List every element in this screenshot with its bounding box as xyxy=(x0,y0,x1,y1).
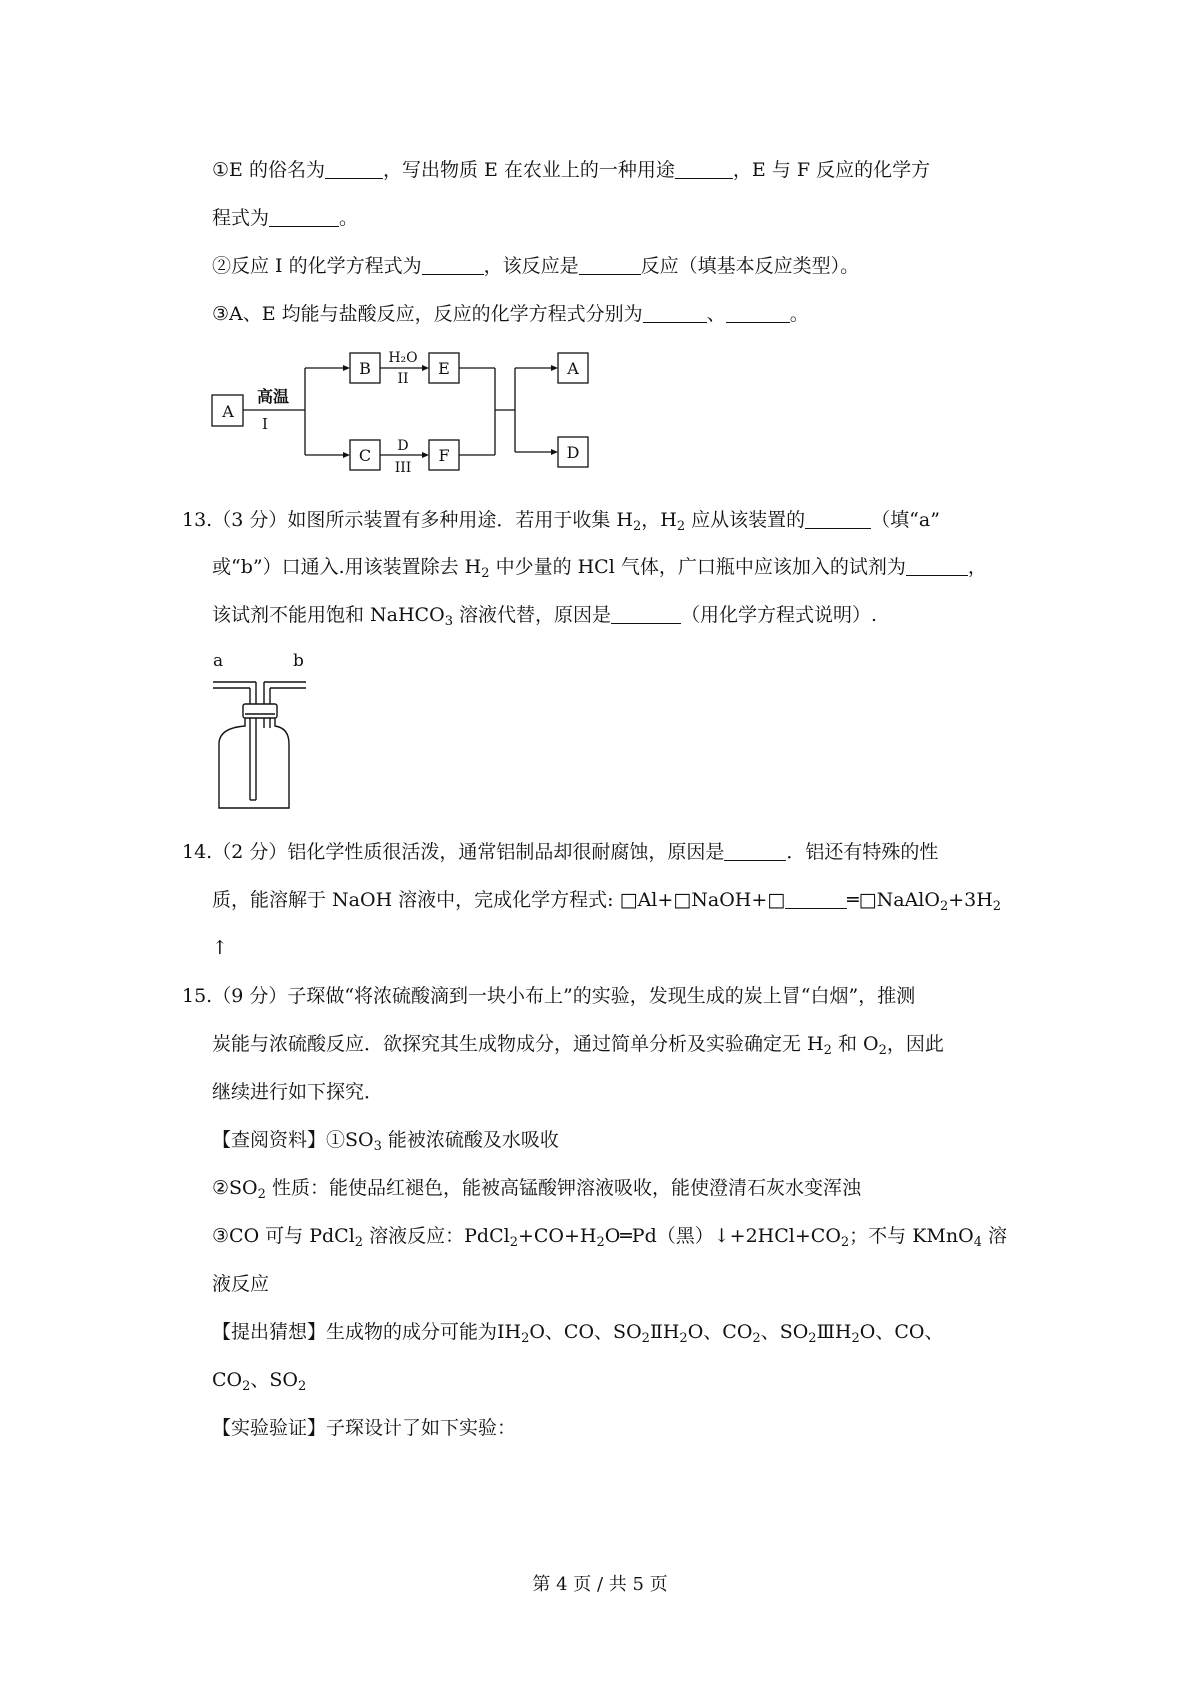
text: （填“a” xyxy=(871,509,940,531)
text: O═Pd（黑）↓+2HCl+CO xyxy=(604,1225,841,1247)
text: 【实验验证】子琛设计了如下实验： xyxy=(212,1417,517,1439)
subscript: 3 xyxy=(373,1139,382,1154)
reaction-flow-diagram xyxy=(205,350,595,475)
text: 质，能溶解于 NaOH 溶液中，完成化学方程式: □Al+□NaOH+□ xyxy=(212,889,786,911)
text: 、SO xyxy=(760,1321,809,1343)
text: ③CO 可与 PdCl xyxy=(212,1225,355,1247)
text: 、 xyxy=(706,303,726,325)
q15-line-10 xyxy=(212,1414,516,1442)
q15-line-8 xyxy=(212,1318,943,1346)
text: CO xyxy=(212,1369,243,1391)
text: 应从该装置的 xyxy=(685,509,806,531)
text: 和 O xyxy=(831,1033,879,1055)
text: 继续进行如下探究． xyxy=(212,1081,384,1103)
text: 能被浓硫酸及水吸收 xyxy=(381,1129,559,1151)
q14-line-1 xyxy=(182,838,938,866)
text: 炭能与浓硫酸反应．欲探究其生成物成分，通过简单分析及实验确定无 H xyxy=(212,1033,824,1055)
text: 中少量的 HCl 气体，广口瓶中应该加入的试剂为 xyxy=(489,556,906,578)
q15-line-4 xyxy=(212,1126,559,1154)
text: （用化学方程式说明）. xyxy=(681,604,878,626)
subscript: 2 xyxy=(509,1235,518,1250)
text: 反应（填基本反应类型）。 xyxy=(640,255,860,277)
q15-line-9 xyxy=(212,1366,306,1394)
subscript: 2 xyxy=(878,1043,887,1058)
answer-blank[interactable] xyxy=(422,254,484,275)
text: O、CO xyxy=(687,1321,753,1343)
subscript: 2 xyxy=(257,1187,266,1202)
text: ，因此 xyxy=(886,1033,944,1055)
gas-arrow: ↑ xyxy=(212,937,228,959)
q15-line-7 xyxy=(212,1270,269,1298)
reagent-label: H₂O xyxy=(388,350,418,366)
text: 溶液反应：PdCl xyxy=(363,1225,510,1247)
text: O、CO、SO xyxy=(529,1321,642,1343)
subscript: 2 xyxy=(298,1379,307,1394)
text: ⅡH xyxy=(649,1321,680,1343)
subscript: 4 xyxy=(973,1235,982,1250)
answer-blank[interactable] xyxy=(724,840,786,861)
subscript: 2 xyxy=(354,1235,364,1250)
q15-line-3 xyxy=(212,1078,383,1106)
q15-line-2 xyxy=(212,1030,944,1058)
node-label: F xyxy=(438,446,450,465)
text: 【查阅资料】①SO xyxy=(212,1129,374,1151)
condition-label: 高温 xyxy=(256,387,290,406)
subscript: 2 xyxy=(521,1331,530,1346)
text: ．铝还有特殊的性 xyxy=(786,841,939,863)
text: 性质：能使品红褪色，能被高锰酸钾溶液吸收，能使澄清石灰水变浑浊 xyxy=(265,1177,861,1199)
text: +CO+H xyxy=(517,1225,597,1247)
gas-bottle-diagram xyxy=(205,648,315,813)
text: 、SO xyxy=(250,1369,298,1391)
q14-line-2 xyxy=(212,886,1001,914)
node-label: A xyxy=(567,359,579,378)
subscript: 2 xyxy=(752,1331,761,1346)
q12-line-2 xyxy=(212,204,358,232)
reaction-number: III xyxy=(394,460,412,475)
text: ；不与 KMnO xyxy=(849,1225,974,1247)
answer-blank[interactable] xyxy=(805,508,871,529)
q15-line-6 xyxy=(212,1222,1007,1250)
text: 或“b”）口通入.用该装置除去 H xyxy=(212,556,482,578)
answer-blank[interactable] xyxy=(579,254,641,275)
text: 程式为 xyxy=(212,207,270,229)
inlet-a-label: a xyxy=(213,651,224,671)
text: 。 xyxy=(789,303,809,325)
subscript: 2 xyxy=(939,899,949,914)
page-number: 第 4 页 / 共 5 页 xyxy=(532,1574,668,1595)
node-label: A xyxy=(222,402,234,421)
reaction-number: I xyxy=(262,415,268,433)
answer-blank[interactable] xyxy=(325,158,383,179)
text: ②反应 I 的化学方程式为 xyxy=(212,255,422,277)
node-label: E xyxy=(438,359,450,378)
answer-blank[interactable] xyxy=(675,158,733,179)
text: 14.（2 分）铝化学性质很活泼，通常铝制品却很耐腐蚀，原因是 xyxy=(182,841,725,863)
text: ，该反应是 xyxy=(483,255,579,277)
node-label: B xyxy=(359,359,371,378)
text: ，写出物质 E 在农业上的一种用途 xyxy=(382,159,675,181)
text: 【提出猜想】生成物的成分可能为ⅠH xyxy=(212,1321,522,1343)
text: ，H xyxy=(641,509,677,531)
subscript: 2 xyxy=(641,1331,650,1346)
q12-line-4 xyxy=(212,300,809,328)
subscript: 2 xyxy=(481,566,490,581)
reagent-label: D xyxy=(397,438,409,454)
subscript: 2 xyxy=(823,1043,832,1058)
answer-blank[interactable] xyxy=(611,603,681,624)
subscript: 2 xyxy=(851,1331,860,1346)
text: 。 xyxy=(339,207,359,229)
text: ③A、E 均能与盐酸反应，反应的化学方程式分别为 xyxy=(212,303,643,325)
text: ，E 与 F 反应的化学方 xyxy=(732,159,931,181)
text: ①E 的俗名为 xyxy=(212,159,325,181)
text: 液反应 xyxy=(212,1273,270,1295)
text: ②SO xyxy=(212,1177,258,1199)
q14-line-3 xyxy=(212,934,228,962)
reaction-number: II xyxy=(397,371,409,387)
answer-blank[interactable] xyxy=(906,555,968,576)
answer-blank[interactable] xyxy=(785,888,847,909)
node-label: D xyxy=(566,443,580,462)
text: 13.（3 分）如图所示装置有多种用途．若用于收集 H xyxy=(182,509,633,531)
text: ⅢH xyxy=(816,1321,852,1343)
answer-blank[interactable] xyxy=(726,302,790,323)
q15-line-5 xyxy=(212,1174,861,1202)
text: O、CO、 xyxy=(859,1321,944,1343)
subscript: 2 xyxy=(679,1331,688,1346)
subscript: 3 xyxy=(444,614,453,629)
q12-line-1 xyxy=(212,156,930,184)
inlet-b-label: b xyxy=(293,651,304,671)
subscript: 2 xyxy=(596,1235,605,1250)
q12-line-3 xyxy=(212,252,859,280)
answer-blank[interactable] xyxy=(269,206,339,227)
q15-line-1 xyxy=(182,982,915,1010)
subscript: 2 xyxy=(808,1331,817,1346)
text: ═□NaAlO xyxy=(847,889,940,911)
q13-line-1 xyxy=(182,506,940,534)
subscript: 2 xyxy=(840,1235,850,1250)
subscript: 2 xyxy=(632,519,642,534)
subscript: 2 xyxy=(242,1379,251,1394)
q13-line-3 xyxy=(212,601,877,629)
text: 15.（9 分）子琛做“将浓硫酸滴到一块小布上”的实验，发现生成的炭上冒“白烟”，推测 xyxy=(182,985,916,1007)
subscript: 2 xyxy=(676,519,686,534)
text: 溶 xyxy=(981,1225,1008,1247)
text: +3H xyxy=(948,889,993,911)
text: 溶液代替，原因是 xyxy=(452,604,612,626)
text: 该试剂不能用饱和 NaHCO xyxy=(212,604,445,626)
node-label: C xyxy=(358,446,372,465)
subscript: 2 xyxy=(992,899,1002,914)
q13-line-2 xyxy=(212,553,987,581)
answer-blank[interactable] xyxy=(643,302,707,323)
text: ， xyxy=(967,556,987,578)
